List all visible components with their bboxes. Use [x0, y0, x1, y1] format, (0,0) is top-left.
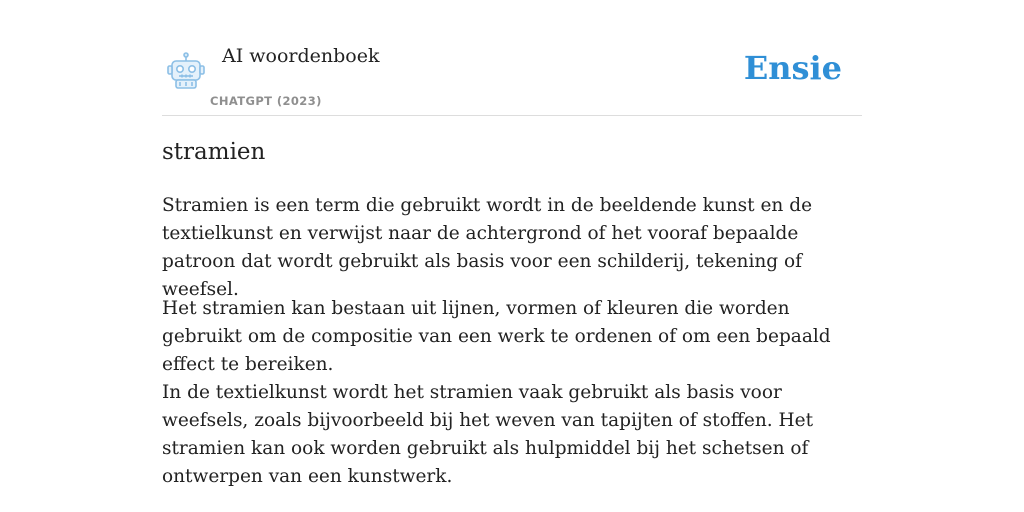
- brand-logo-link[interactable]: Ensie: [743, 49, 842, 87]
- definition-paragraph-1: Stramien is een term die gebruikt wordt in de beeldende kunst en de textielkunst en verwijst naar de achtergrond of het vooraf bepaalde patroon dat wordt gebruikt als basis voor een schilderij, tekening of weefsel.: [162, 195, 813, 300]
- definition-paragraph-3: In de textielkunst wordt het stramien vaak gebruikt als basis voor weefsels, zoals bijvoorbeeld bij het weven van tapijten of stoffen. Het stramien kan ook worden gebruikt als hulpmiddel bij het schetsen of ontwerpen van een kunstwerk.: [162, 382, 814, 487]
- entry-term: stramien: [162, 139, 266, 165]
- definition-paragraph-2: Het stramien kan bestaan uit lijnen, vormen of kleuren die worden gebruikt om de compositie van een werk te ordenen of om een bepaald effect te bereiken.: [162, 298, 831, 375]
- robot-icon: [166, 52, 206, 90]
- source-title: AI woordenboek: [222, 45, 380, 67]
- dictionary-entry-card: [162, 0, 862, 487]
- entry-header: [162, 0, 862, 116]
- source-subtitle: CHATGPT (2023): [210, 94, 322, 108]
